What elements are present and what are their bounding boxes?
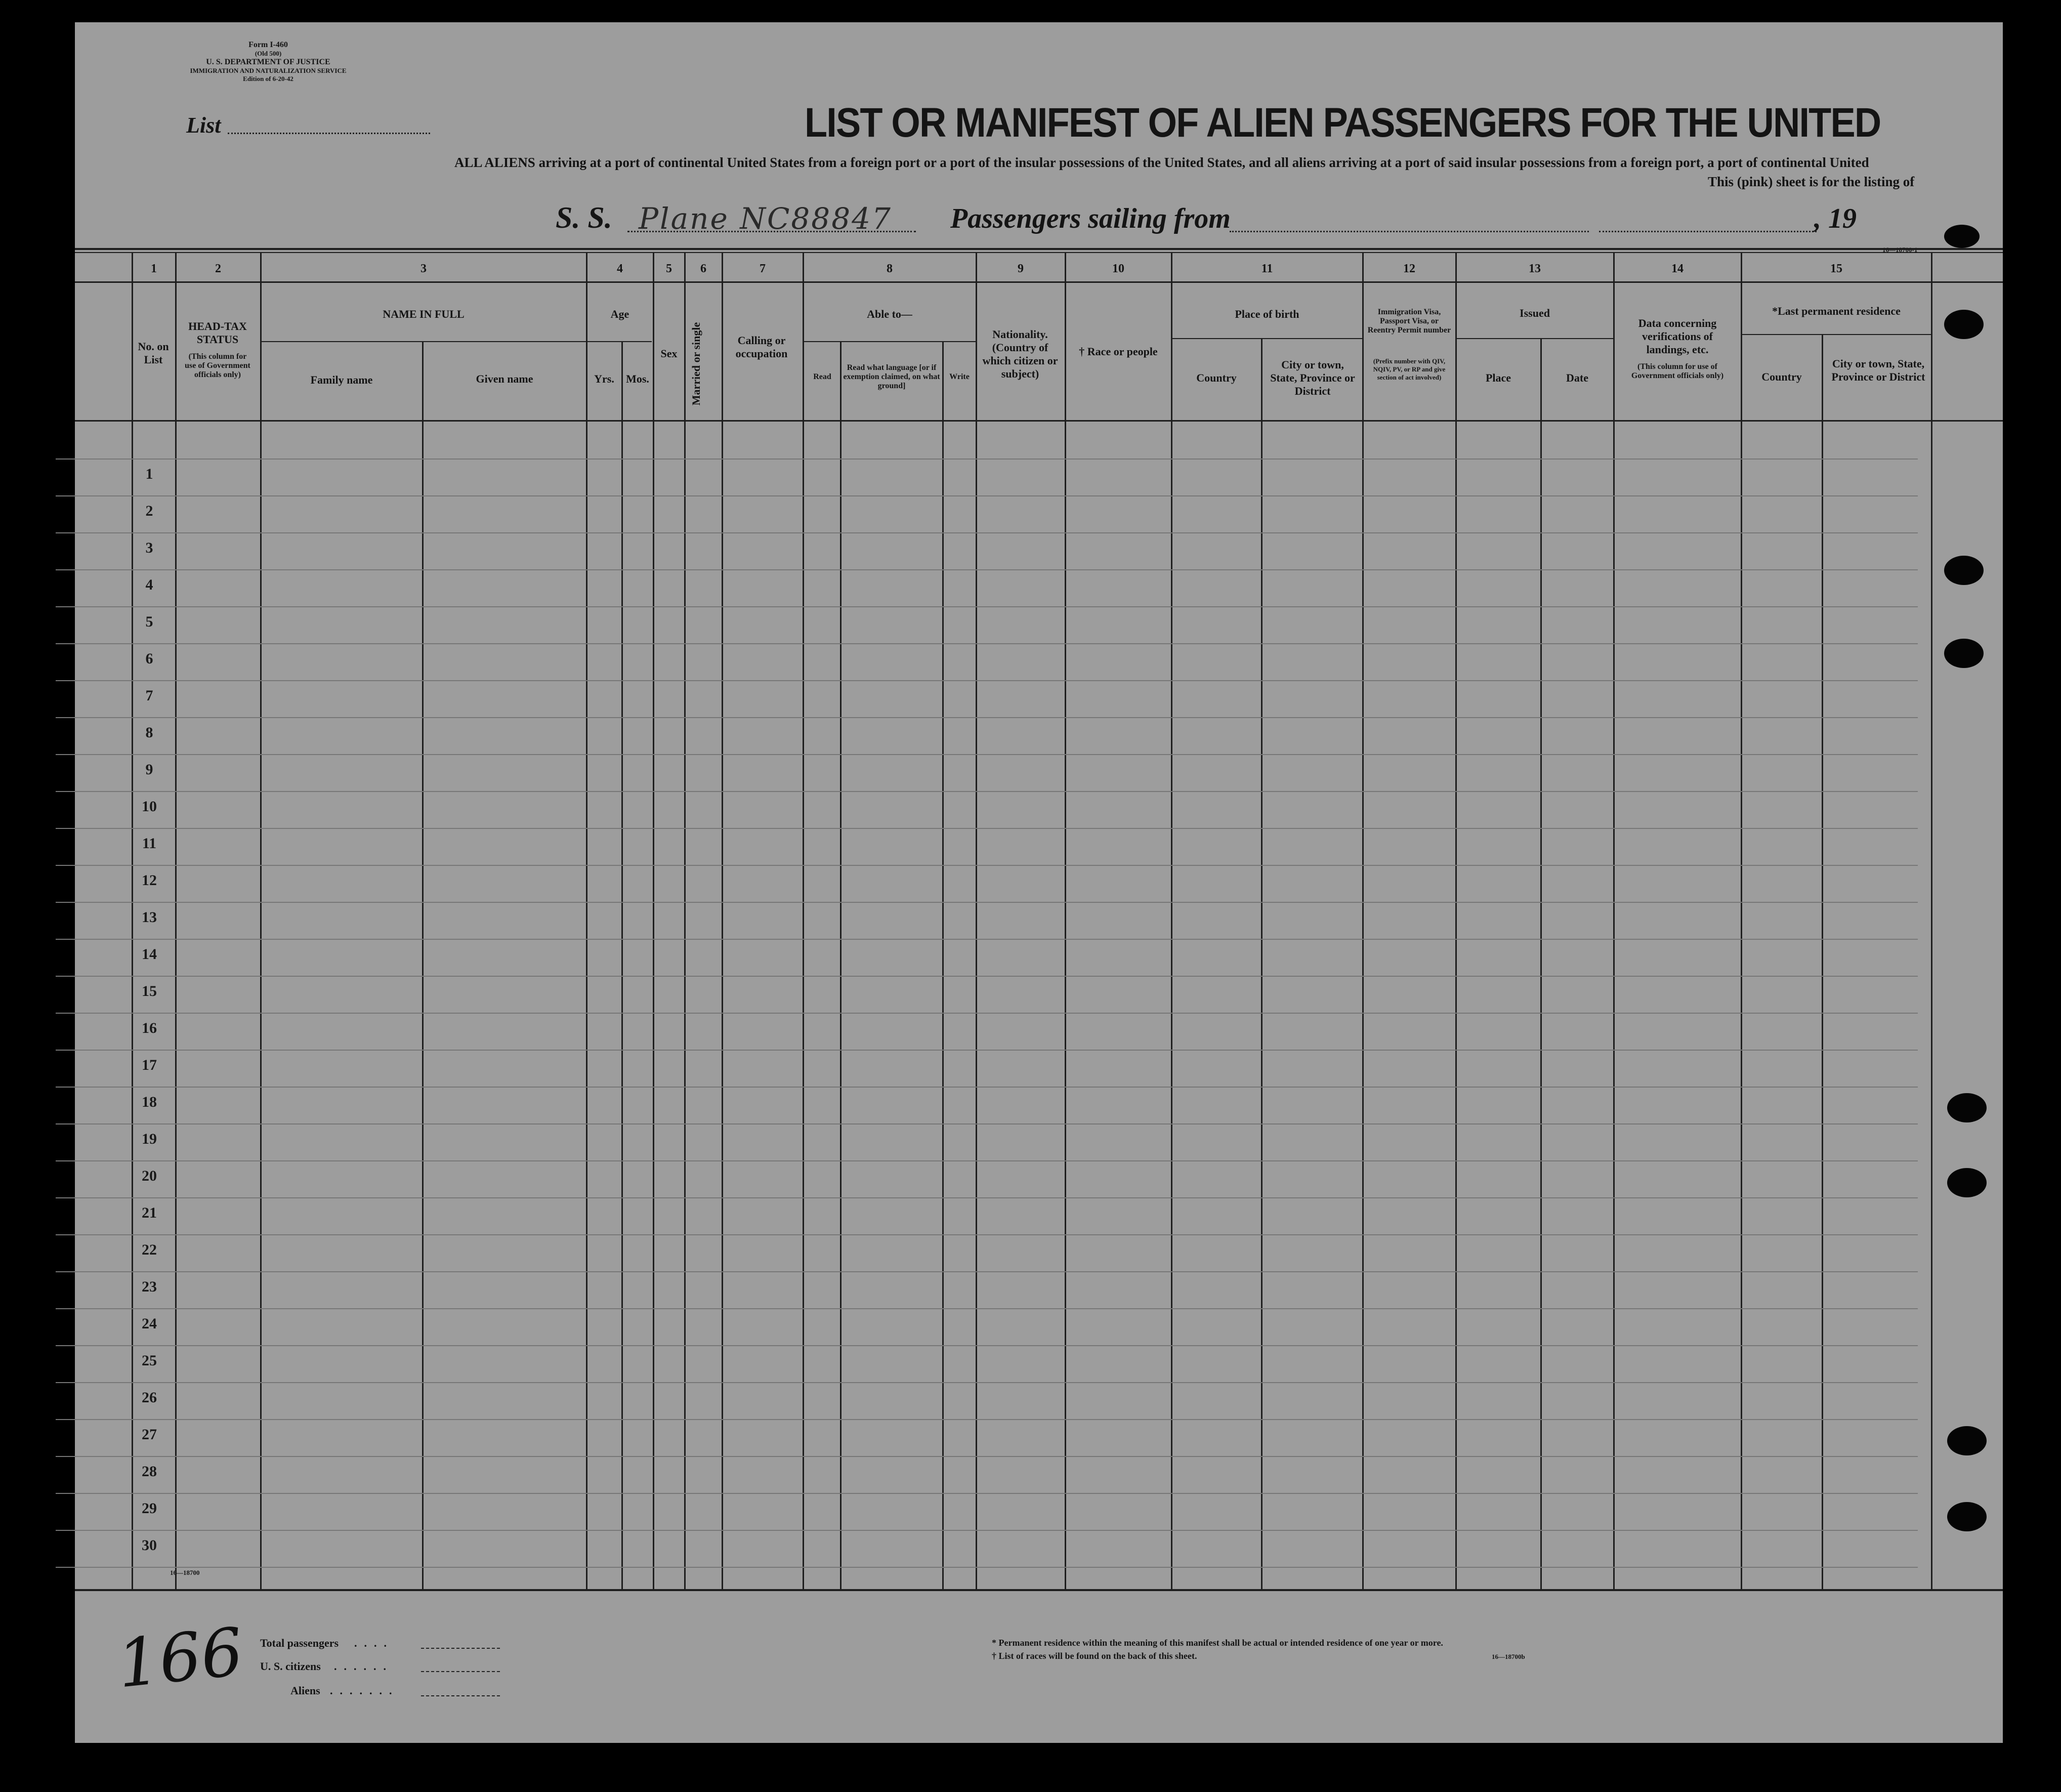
col-line (586, 253, 587, 1589)
landing-header: Data concerning verifications of landings, etc. (1638, 317, 1717, 356)
punch-hole (1944, 556, 1984, 585)
able-to-header: Able to— (867, 308, 912, 320)
subtitle-line2: This (pink) sheet is for the listing of (1708, 174, 1915, 189)
col-line (684, 253, 686, 1589)
birth-subrule (1172, 338, 1363, 339)
yrs-header: Yrs. (594, 372, 614, 385)
table-top-rule (75, 248, 2003, 250)
col-line (621, 341, 623, 1589)
birth-city-header: City or town, State, Province or District (1270, 358, 1355, 397)
res-country-header: Country (1761, 370, 1802, 383)
vessel-handwritten: Plane NC88847 (639, 201, 892, 236)
manifest-sheet (75, 22, 2003, 1743)
sailing-label: Passengers sailing from (950, 203, 1231, 234)
year-label: , 19 (1814, 203, 1857, 234)
colnum-4: 4 (617, 262, 623, 275)
col-line (1822, 334, 1823, 1589)
row-number: 10 (142, 798, 157, 815)
row-number: 25 (142, 1352, 157, 1369)
manifest-title: LIST OR MANIFEST OF ALIEN PASSENGERS FOR THE UNITED (805, 100, 1881, 146)
col-line (653, 253, 654, 1589)
row-number: 4 (145, 576, 153, 593)
row-number: 14 (142, 946, 157, 963)
mos-header: Mos. (626, 372, 649, 385)
header-bottom-rule (75, 420, 2003, 422)
row-number: 30 (142, 1537, 157, 1554)
total-passengers-label: Total passengers (260, 1637, 339, 1649)
us-citizens-label: U. S. citizens (260, 1660, 321, 1673)
row-number: 8 (145, 724, 153, 741)
row-number: 11 (142, 835, 157, 852)
colnum-9: 9 (1018, 262, 1024, 275)
list-dotted-line (228, 133, 430, 134)
form-info (167, 40, 369, 83)
col-line (1931, 253, 1932, 1589)
age-header: Age (610, 308, 629, 320)
row-number: 28 (142, 1463, 157, 1480)
colnum-7: 7 (760, 262, 766, 275)
punch-hole (1944, 310, 1984, 339)
row-number: 21 (142, 1204, 157, 1221)
total-passengers-dots: .... (354, 1637, 394, 1649)
total-passengers-line (421, 1648, 500, 1649)
row-number: 23 (142, 1278, 157, 1295)
sex-header: Sex (660, 347, 678, 360)
nationality-header: Nationality. (Country of which citizen or subject) (982, 328, 1058, 380)
form-department: U. S. DEPARTMENT OF JUSTICE (206, 58, 330, 66)
res-city-header: City or town, State, Province or District (1831, 357, 1925, 383)
punch-hole (1947, 1093, 1987, 1122)
colnum-11: 11 (1261, 262, 1273, 275)
row-number: 9 (145, 761, 153, 778)
row-number: 13 (142, 909, 157, 926)
issued-place-header: Place (1485, 371, 1511, 384)
col-line (175, 253, 177, 1589)
row-number: 26 (142, 1389, 157, 1406)
col-line (1613, 253, 1615, 1589)
row-number: 17 (142, 1057, 157, 1073)
punch-hole (1944, 225, 1980, 248)
colnum-10: 10 (1112, 262, 1124, 275)
race-header: † Race or people (1079, 345, 1158, 358)
able-subrule (804, 341, 977, 342)
subtitle-line1: ALL ALIENS arriving at a port of continental United States from a foreign port or a port of the insular possessions of the United States, and all aliens arriving at a port of said insular possessions from a foreign port, a port of continental United (454, 155, 1869, 170)
aliens-label: Aliens (290, 1684, 320, 1697)
form-old-number: (Old 500) (255, 50, 282, 57)
date-dotted-line (1599, 231, 1817, 232)
given-name-header: Given name (476, 372, 533, 385)
colnum-3: 3 (420, 262, 427, 275)
col-line (422, 341, 424, 1589)
punch-hole (1947, 1426, 1987, 1455)
list-label: List (186, 113, 221, 138)
col-line (1455, 253, 1457, 1589)
colnum-13: 13 (1529, 262, 1541, 275)
col-line (1741, 253, 1742, 1589)
name-in-full-header: NAME IN FULL (383, 308, 465, 320)
col-line (976, 253, 977, 1589)
row-number: 6 (145, 650, 153, 667)
us-citizens-line (421, 1671, 500, 1672)
table-top-rule-2 (75, 252, 2003, 253)
row-number: 27 (142, 1426, 157, 1443)
head-tax-note: (This column for use of Government officials only) (185, 352, 250, 379)
issued-date-header: Date (1566, 371, 1588, 384)
place-of-birth-header: Place of birth (1235, 308, 1299, 320)
form-edition: Edition of 6-20-42 (243, 75, 293, 82)
colnum-12: 12 (1403, 262, 1415, 275)
punch-hole (1947, 1502, 1987, 1531)
colnum-14: 14 (1671, 262, 1684, 275)
col-line (1171, 253, 1172, 1589)
colnum-8: 8 (887, 262, 893, 275)
issued-header: Issued (1520, 307, 1550, 319)
col-line (722, 253, 723, 1589)
read-header: Read (813, 372, 831, 381)
form-service: IMMIGRATION AND NATURALIZATION SERVICE (190, 67, 347, 74)
colnum-15: 15 (1830, 262, 1842, 275)
colnum-1: 1 (151, 262, 157, 275)
family-name-header: Family name (310, 373, 373, 386)
row-number: 18 (142, 1094, 157, 1110)
landing-note: (This column for use of Government officials only) (1631, 362, 1724, 380)
col-line (1065, 253, 1066, 1589)
punch-hole (1944, 639, 1984, 668)
handwritten-number: 166 (113, 1613, 247, 1703)
row-number: 12 (142, 872, 157, 889)
no-on-list-header: No. on List (138, 340, 169, 366)
read-language-header: Read what language [or if exemption claimed, on what ground] (843, 363, 940, 390)
birth-country-header: Country (1196, 371, 1237, 384)
aliens-dots: ....... (330, 1684, 399, 1697)
colnum-5: 5 (666, 262, 672, 275)
vessel-dotted-line (627, 231, 916, 232)
row-number: 19 (142, 1131, 157, 1147)
visa-note: (Prefix number with QIV, NQIV, PV, or RP and give section of act involved) (1373, 357, 1446, 381)
colnum-6: 6 (700, 262, 706, 275)
row-number: 7 (145, 687, 153, 704)
last-residence-header: *Last permanent residence (1772, 305, 1901, 317)
us-citizens-dots: ...... (334, 1660, 393, 1673)
colnum-2: 2 (215, 262, 221, 275)
row-number: 15 (142, 983, 157, 999)
col-line (260, 253, 262, 1589)
colnum-rule (75, 281, 2003, 283)
col-line (803, 253, 804, 1589)
visa-header: Immigration Visa, Passport Visa, or Reentry Permit number (1367, 308, 1451, 335)
row-number: 29 (142, 1500, 157, 1517)
row-number: 2 (145, 503, 153, 519)
calling-header: Calling or occupation (735, 334, 788, 360)
ss-label: S. S. (556, 201, 612, 234)
punch-hole (1947, 1168, 1987, 1197)
col-line (840, 341, 842, 1589)
col-line (942, 341, 944, 1589)
row-number: 1 (145, 466, 153, 482)
issued-subrule (1456, 338, 1613, 339)
row-number: 3 (145, 539, 153, 556)
name-subrule (261, 341, 586, 342)
col-line (1261, 338, 1263, 1589)
write-header: Write (949, 372, 970, 381)
sailing-dotted-line (1230, 231, 1589, 232)
footnote-1: * Permanent residence within the meaning of this manifest shall be actual or intended residence of one year or more. (992, 1638, 1443, 1648)
col-line (1540, 338, 1542, 1589)
table-bottom-rule (75, 1589, 2003, 1591)
row-number: 20 (142, 1168, 157, 1184)
residence-subrule (1742, 334, 1932, 335)
form-number: Form I-460 (248, 40, 288, 49)
col-line (1362, 253, 1364, 1589)
bottom-code: 16—18700 (170, 1569, 200, 1576)
aliens-line (421, 1695, 500, 1696)
row-number: 24 (142, 1315, 157, 1332)
married-single-header: Married or single (690, 322, 702, 406)
head-tax-header: HEAD-TAX STATUS (188, 320, 247, 346)
row-number: 22 (142, 1241, 157, 1258)
footnote-2: † List of races will be found on the back of this sheet. (992, 1651, 1197, 1661)
age-subrule (586, 341, 652, 342)
row-number: 16 (142, 1020, 157, 1036)
row-number: 5 (145, 613, 153, 630)
footnote-code: 16—18700b (1492, 1653, 1525, 1660)
